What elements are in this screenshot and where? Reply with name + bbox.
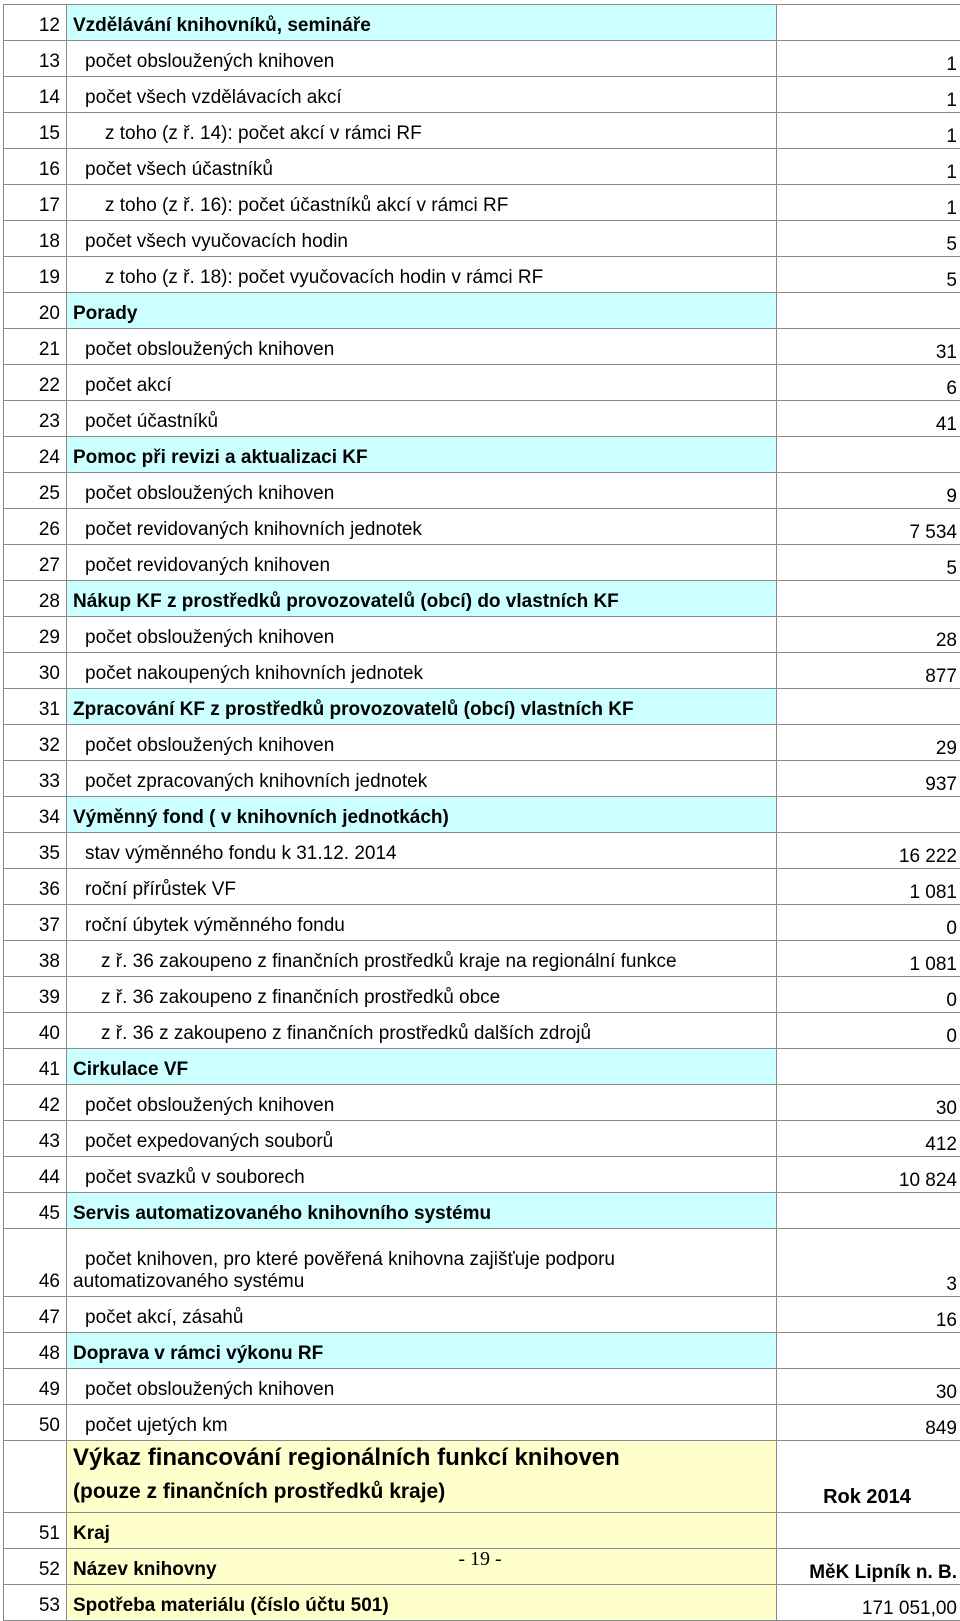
- row-value: 5: [777, 257, 960, 293]
- table-row: [4, 905, 960, 941]
- row-number: 42: [4, 1085, 67, 1121]
- row-label: [67, 1297, 777, 1333]
- row-value: 30: [777, 1369, 960, 1405]
- row-number: 25: [4, 473, 67, 509]
- row-label-text: Zpracování KF z prostředků provozovatelů (obcí) vlastních KF: [73, 699, 634, 721]
- row-label-text: počet akcí: [73, 375, 172, 397]
- row-number: 30: [4, 653, 67, 689]
- row-value: 9: [777, 473, 960, 509]
- table-row: [4, 257, 960, 293]
- row-label: [67, 473, 777, 509]
- row-label-text: Porady: [73, 303, 137, 325]
- table-row: [4, 437, 960, 473]
- row-label: [67, 509, 777, 545]
- financing-subtitle: (pouze z finančních prostředků kraje): [73, 1475, 776, 1509]
- table-row: [4, 941, 960, 977]
- row-number: 23: [4, 401, 67, 437]
- row-number: 31: [4, 689, 67, 725]
- row-label: [67, 725, 777, 761]
- row-label-text: Výměnný fond ( v knihovních jednotkách): [73, 807, 449, 829]
- table-row: [4, 1013, 960, 1049]
- row-number: 18: [4, 221, 67, 257]
- table-row: [4, 1085, 960, 1121]
- row-label: [67, 77, 777, 113]
- row-number: 39: [4, 977, 67, 1013]
- row-value: MěK Lipník n. B.: [777, 1549, 960, 1585]
- row-number: 16: [4, 149, 67, 185]
- row-label-text: roční přírůstek VF: [73, 879, 236, 901]
- section-heading: [67, 293, 777, 329]
- row-label: [67, 257, 777, 293]
- row-label: [67, 1085, 777, 1121]
- row-label: [67, 977, 777, 1013]
- row-number: 46: [4, 1229, 67, 1297]
- row-label-text: počet obsloužených knihoven: [73, 339, 334, 361]
- row-label-text: počet revidovaných knihovních jednotek: [73, 519, 422, 541]
- row-value: 10 824: [777, 1157, 960, 1193]
- row-value: 31: [777, 329, 960, 365]
- row-label: [67, 1013, 777, 1049]
- row-value: [777, 437, 960, 473]
- row-number: 40: [4, 1013, 67, 1049]
- row-label-text: z toho (z ř. 18): počet vyučovacích hodin v rámci RF: [73, 267, 543, 289]
- row-label: [67, 545, 777, 581]
- row-value: 1: [777, 113, 960, 149]
- table-row: [4, 581, 960, 617]
- table-row: [4, 617, 960, 653]
- row-label-text: z toho (z ř. 16): počet účastníků akcí v rámci RF: [73, 195, 508, 217]
- row-label-text: Nákup KF z prostředků provozovatelů (obcí) do vlastních KF: [73, 591, 619, 613]
- row-label-text: počet všech vyučovacích hodin: [73, 231, 348, 253]
- row-number: 43: [4, 1121, 67, 1157]
- row-number: 36: [4, 869, 67, 905]
- row-number: 38: [4, 941, 67, 977]
- row-number: 48: [4, 1333, 67, 1369]
- row-value: 1: [777, 185, 960, 221]
- row-value: 849: [777, 1405, 960, 1441]
- row-value: [777, 797, 960, 833]
- row-number: 45: [4, 1193, 67, 1229]
- row-value: 1: [777, 77, 960, 113]
- row-label: [67, 761, 777, 797]
- row-value: 7 534: [777, 509, 960, 545]
- table-row: [4, 1193, 960, 1229]
- page-number: - 19 -: [0, 1548, 960, 1571]
- row-label-text: počet obsloužených knihoven: [73, 627, 334, 649]
- row-value: 28: [777, 617, 960, 653]
- row-label-text: Pomoc při revizi a aktualizaci KF: [73, 447, 368, 469]
- row-value: 3: [777, 1229, 960, 1297]
- table-row: [4, 149, 960, 185]
- row-number: 37: [4, 905, 67, 941]
- row-value: 1: [777, 41, 960, 77]
- table-row: [4, 77, 960, 113]
- row-label: [67, 185, 777, 221]
- row-label: [67, 329, 777, 365]
- row-value: 1 081: [777, 941, 960, 977]
- row-number: 22: [4, 365, 67, 401]
- table-row: [4, 1229, 960, 1297]
- row-value: 0: [777, 1013, 960, 1049]
- row-label-text: Servis automatizovaného knihovního systému: [73, 1203, 491, 1225]
- row-number: 33: [4, 761, 67, 797]
- row-value: 0: [777, 905, 960, 941]
- row-number: 34: [4, 797, 67, 833]
- row-label: [67, 365, 777, 401]
- row-number: 49: [4, 1369, 67, 1405]
- table-row: [4, 113, 960, 149]
- table-row: [4, 509, 960, 545]
- table-row: [4, 473, 960, 509]
- table-row: [4, 5, 960, 41]
- row-label-text: z ř. 36 zakoupeno z finančních prostředků kraje na regionální funkce: [73, 951, 677, 973]
- row-number: 32: [4, 725, 67, 761]
- row-value: 41: [777, 401, 960, 437]
- table-row: [4, 41, 960, 77]
- row-label-text: počet expedovaných souborů: [73, 1131, 333, 1153]
- row-number: 21: [4, 329, 67, 365]
- table-row: [4, 653, 960, 689]
- row-value: 30: [777, 1085, 960, 1121]
- financing-title-cell: [67, 1441, 777, 1513]
- row-label-text: počet zpracovaných knihovních jednotek: [73, 771, 427, 793]
- table-row: [4, 725, 960, 761]
- row-number: 44: [4, 1157, 67, 1193]
- row-label-text: počet účastníků: [73, 411, 218, 433]
- table-row: [4, 221, 960, 257]
- row-value: 29: [777, 725, 960, 761]
- table-row: [4, 1157, 960, 1193]
- row-label: [67, 1121, 777, 1157]
- row-label-text: z toho (z ř. 14): počet akcí v rámci RF: [73, 123, 422, 145]
- row-label: Název knihovny: [67, 1549, 777, 1585]
- financing-header-row: [4, 1441, 960, 1513]
- section-heading: [67, 797, 777, 833]
- row-label-text: stav výměnného fondu k 31.12. 2014: [73, 843, 397, 865]
- row-label-text: Vzdělávání knihovníků, semináře: [73, 15, 371, 37]
- section-heading: [67, 1049, 777, 1085]
- table-row: [4, 329, 960, 365]
- section-heading: [67, 5, 777, 41]
- table-row: [4, 1369, 960, 1405]
- row-number: 20: [4, 293, 67, 329]
- row-label-text: počet obsloužených knihoven: [73, 1379, 334, 1401]
- row-label: [67, 617, 777, 653]
- table-row: [4, 1049, 960, 1085]
- row-label-text: počet obsloužených knihoven: [73, 1095, 334, 1117]
- row-label-text: počet obsloužených knihoven: [73, 51, 334, 73]
- row-label-text: počet knihoven, pro které pověřená knihovna zajišťuje podporu automatizovaného systému: [73, 1249, 713, 1293]
- table-row: [4, 185, 960, 221]
- row-number: 29: [4, 617, 67, 653]
- row-number: 17: [4, 185, 67, 221]
- row-number: 13: [4, 41, 67, 77]
- row-label-text: počet revidovaných knihoven: [73, 555, 330, 577]
- row-label: [67, 113, 777, 149]
- row-label: [67, 41, 777, 77]
- row-number: 15: [4, 113, 67, 149]
- row-number: 51: [4, 1513, 67, 1549]
- row-number: 47: [4, 1297, 67, 1333]
- row-value: 171 051,00: [777, 1585, 960, 1621]
- row-label-text: Doprava v rámci výkonu RF: [73, 1343, 323, 1365]
- row-label-text: z ř. 36 z zakoupeno z finančních prostředků dalších zdrojů: [73, 1023, 591, 1045]
- row-label-text: roční úbytek výměnného fondu: [73, 915, 345, 937]
- row-label: [67, 221, 777, 257]
- row-value: 877: [777, 653, 960, 689]
- table-row: [4, 1585, 960, 1621]
- table-row: [4, 977, 960, 1013]
- row-number: 41: [4, 1049, 67, 1085]
- row-value: 937: [777, 761, 960, 797]
- row-label: [67, 941, 777, 977]
- regional-functions-table: [3, 4, 960, 1621]
- table-row: [4, 1297, 960, 1333]
- row-label: [67, 1369, 777, 1405]
- row-number: 14: [4, 77, 67, 113]
- row-value: [777, 5, 960, 41]
- row-value: 412: [777, 1121, 960, 1157]
- table-row: [4, 545, 960, 581]
- row-value: [777, 581, 960, 617]
- table-row: [4, 689, 960, 725]
- row-value: 1: [777, 149, 960, 185]
- row-value: [777, 689, 960, 725]
- row-number: 35: [4, 833, 67, 869]
- row-value: 16 222: [777, 833, 960, 869]
- row-value: [777, 1049, 960, 1085]
- row-value: 6: [777, 365, 960, 401]
- table-row: [4, 1333, 960, 1369]
- row-label-text: počet svazků v souborech: [73, 1167, 305, 1189]
- table-row: [4, 1405, 960, 1441]
- row-number: 28: [4, 581, 67, 617]
- section-heading: [67, 689, 777, 725]
- row-label: [67, 1229, 777, 1297]
- row-label: [67, 401, 777, 437]
- table-row: [4, 365, 960, 401]
- row-label: [67, 1405, 777, 1441]
- section-heading: [67, 437, 777, 473]
- row-label-text: Cirkulace VF: [73, 1059, 188, 1081]
- row-value: 5: [777, 545, 960, 581]
- row-number: 27: [4, 545, 67, 581]
- row-label-text: počet ujetých km: [73, 1415, 228, 1437]
- table-row: [4, 293, 960, 329]
- financing-title: Výkaz financování regionálních funkcí knihoven: [73, 1441, 776, 1475]
- row-label-text: počet nakoupených knihovních jednotek: [73, 663, 423, 685]
- row-value: [777, 1333, 960, 1369]
- section-heading: [67, 1193, 777, 1229]
- row-value: [777, 293, 960, 329]
- table-row: [4, 1513, 960, 1549]
- row-number: 19: [4, 257, 67, 293]
- row-number: 52: [4, 1549, 67, 1585]
- table-row: [4, 869, 960, 905]
- row-number: 53: [4, 1585, 67, 1621]
- row-number: 12: [4, 5, 67, 41]
- row-label: [67, 1157, 777, 1193]
- row-value: 16: [777, 1297, 960, 1333]
- table-row: [4, 401, 960, 437]
- row-label: Kraj: [67, 1513, 777, 1549]
- row-number: 50: [4, 1405, 67, 1441]
- row-label: Spotřeba materiálu (číslo účtu 501): [67, 1585, 777, 1621]
- row-label-text: počet všech vzdělávacích akcí: [73, 87, 342, 109]
- row-label-text: z ř. 36 zakoupeno z finančních prostředků obce: [73, 987, 500, 1009]
- section-heading: [67, 581, 777, 617]
- row-value: 1 081: [777, 869, 960, 905]
- row-value: [777, 1193, 960, 1229]
- table-row: [4, 797, 960, 833]
- row-label: [67, 905, 777, 941]
- row-label-text: počet akcí, zásahů: [73, 1307, 243, 1329]
- row-value: 5: [777, 221, 960, 257]
- row-label-text: počet obsloužených knihoven: [73, 735, 334, 757]
- row-label: [67, 833, 777, 869]
- table-row: [4, 761, 960, 797]
- row-label: [67, 653, 777, 689]
- table-row: [4, 833, 960, 869]
- row-label: [67, 149, 777, 185]
- row-label-text: počet všech účastníků: [73, 159, 273, 181]
- row-value: [777, 1513, 960, 1549]
- row-label-text: počet obsloužených knihoven: [73, 483, 334, 505]
- row-value: 0: [777, 977, 960, 1013]
- year-label: Rok 2014: [777, 1441, 960, 1513]
- row-number-empty: [4, 1441, 67, 1513]
- row-number: 26: [4, 509, 67, 545]
- row-number: 24: [4, 437, 67, 473]
- section-heading: [67, 1333, 777, 1369]
- row-label: [67, 869, 777, 905]
- table-row: [4, 1121, 960, 1157]
